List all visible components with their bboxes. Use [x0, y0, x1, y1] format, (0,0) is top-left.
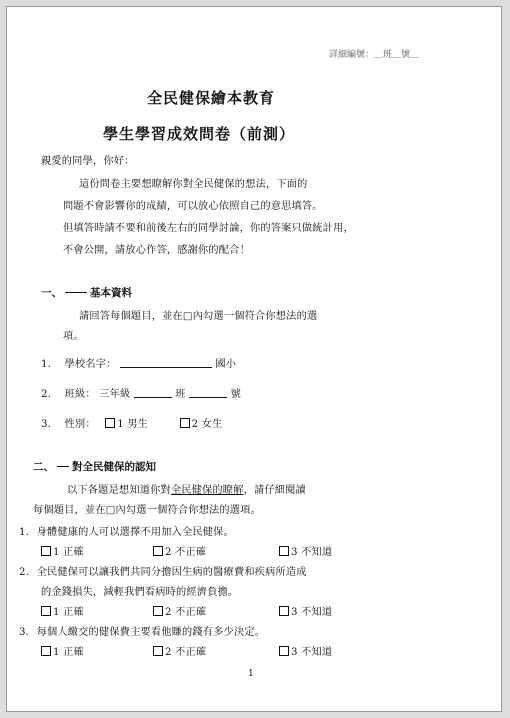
intro-line: 不會公開，請放心作答，感謝你的配合！: [63, 245, 250, 256]
q-number: 2.: [41, 389, 52, 400]
section2-heading-text: 對全民健保的認知: [72, 461, 156, 473]
class-text: 班: [175, 389, 186, 400]
title-line-2: 學生學習成效問卷（前測）: [103, 125, 296, 143]
option-incorrect[interactable]: 2 不正確: [153, 603, 206, 618]
section2-heading-number: 二、: [33, 461, 54, 473]
checkbox[interactable]: [153, 606, 163, 616]
option-correct[interactable]: 1 正確: [41, 647, 84, 658]
section1-instruction: 項。: [63, 331, 84, 342]
q-text: 身體健康的人可以選擇不用加入全民健保。: [36, 527, 234, 538]
q-text: 每個人繳交的健保費主要看他賺的錢有多少決定。: [36, 627, 266, 638]
checkbox[interactable]: [153, 646, 163, 656]
q-label: 班級：: [64, 389, 96, 400]
intro-line: 但填答時請不要和前後左右的同學討論，你的答案只做統計用，: [63, 223, 354, 234]
school-name-field[interactable]: [120, 358, 212, 368]
checkbox[interactable]: [180, 418, 190, 428]
q-class: [41, 385, 241, 400]
q-number: 3.: [41, 419, 52, 430]
seat-field[interactable]: [189, 388, 227, 398]
section1-heading-text: 基本資料: [90, 287, 132, 299]
title-line-1: 全民健保繪本教育: [147, 89, 276, 107]
q-school: [41, 355, 236, 370]
checkbox[interactable]: [41, 546, 51, 556]
section1-instruction: 請回答每個題目，並在□內勾選一個符合你想法的選: [79, 311, 318, 322]
underlined-phrase: 全民健保的瞭解: [170, 485, 244, 496]
checkbox[interactable]: [153, 546, 163, 556]
question-3-options: [41, 643, 333, 658]
question-2-options: [41, 603, 333, 618]
section1-heading: [41, 285, 132, 300]
q-suffix: 國小: [215, 359, 237, 370]
section2-instruction: 以下各題是想知道你對全民健保的瞭解，請仔細閱讀: [67, 485, 306, 496]
checkbox[interactable]: [279, 646, 289, 656]
gender-option-female[interactable]: 2 女生: [180, 419, 223, 430]
q-gender: [41, 415, 222, 430]
intro-line: 這份問卷主要想瞭解你對全民健保的想法，下面的: [79, 179, 308, 190]
q-number: 1.: [19, 527, 30, 538]
section2-instruction: 每個題目，並在□內勾選一個符合你想法的選項。: [33, 505, 261, 516]
seat-text: 號: [230, 389, 241, 400]
section2-heading: [33, 459, 156, 474]
class-field[interactable]: [134, 388, 172, 398]
question-2: [19, 563, 307, 578]
option-incorrect[interactable]: 2 不正確: [153, 643, 206, 658]
document-page: [6, 6, 502, 712]
q-number: 3.: [19, 627, 30, 638]
q-label: 性別：: [64, 419, 96, 430]
q-number: 2.: [19, 567, 30, 578]
checkbox[interactable]: [105, 418, 115, 428]
option-incorrect[interactable]: 2 不正確: [153, 543, 206, 558]
question-1-options: [41, 543, 333, 558]
option-correct[interactable]: 1 正確: [41, 607, 84, 618]
gender-option-male[interactable]: 1 男生: [105, 419, 148, 430]
checkbox[interactable]: [279, 546, 289, 556]
heading-dash: [65, 292, 87, 293]
header-note: 詳細編號：＿班＿號＿: [329, 50, 420, 60]
section1-heading-number: 一、: [41, 287, 62, 299]
question-1: [19, 523, 234, 538]
question-3: [19, 623, 265, 638]
grade-text: 三年級: [99, 389, 131, 400]
option-unknown[interactable]: 3 不知道: [279, 543, 332, 558]
intro-line: 問題不會影響你的成績，可以放心依照自己的意思填答。: [63, 201, 323, 212]
checkbox[interactable]: [41, 606, 51, 616]
option-unknown[interactable]: 3 不知道: [279, 643, 332, 658]
option-unknown[interactable]: 3 不知道: [279, 603, 332, 618]
q-label: 學校名字：: [64, 359, 117, 370]
q-number: 1.: [41, 359, 52, 370]
option-correct[interactable]: 1 正確: [41, 547, 84, 558]
checkbox[interactable]: [41, 646, 51, 656]
checkbox[interactable]: [279, 606, 289, 616]
q-text-continued: 的金錢損失，減輕我們看病時的經濟負擔。: [41, 587, 239, 598]
heading-dash: [57, 466, 69, 467]
page-number: 1: [248, 669, 254, 679]
greeting: 親愛的同學，你好：: [41, 156, 135, 167]
q-text: 全民健保可以讓我們共同分擔因生病的醫療費和疾病所造成: [36, 567, 307, 578]
